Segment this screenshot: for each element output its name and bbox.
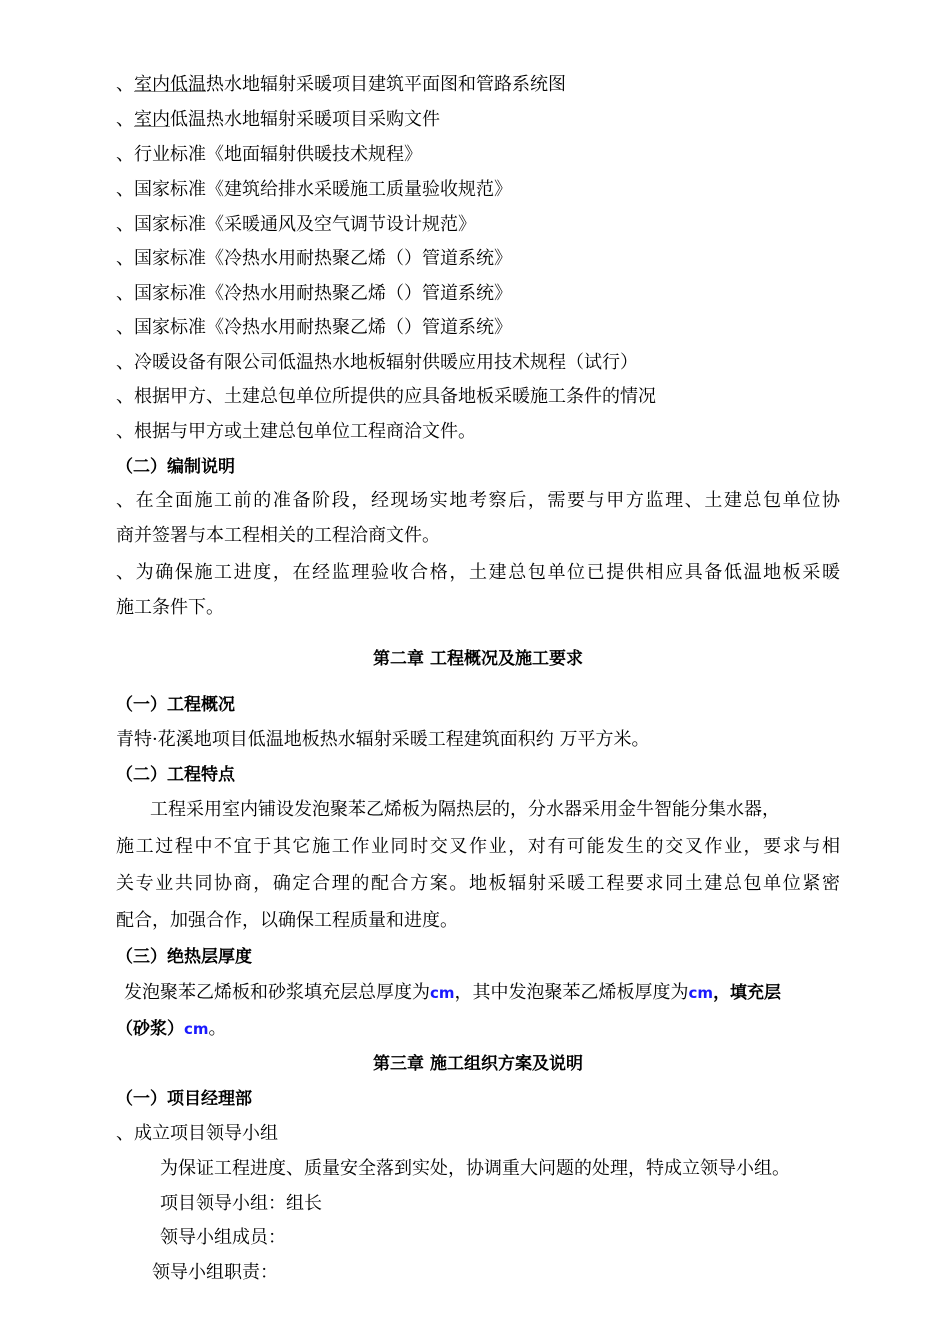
chapter-3-title: 第三章 施工组织方案及说明 (373, 1054, 583, 1074)
leader-group-item: 、成立项目领导小组 (116, 1123, 278, 1144)
ref-prefix: 、 (116, 74, 134, 95)
reference-item-8: 、国家标准《冷热水用耐热聚乙烯（）管道系统》 (116, 317, 512, 338)
overview-heading: （一）工程概况 (116, 695, 235, 715)
insulation-heading: （三）绝热层厚度 (116, 947, 252, 967)
ref-prefix: 、 (116, 109, 134, 130)
insulation-text-bold: （砂浆） (116, 1019, 184, 1039)
ref-underlined-text: 室内低温 (134, 74, 206, 95)
unit-cm: cm (184, 1020, 209, 1038)
ref-text: 热水地辐射采暖项目建筑平面图和管路系统图 (206, 74, 566, 95)
insulation-text: 发泡聚苯乙烯板和砂浆填充层总厚度为 (124, 982, 430, 1003)
features-line-2: 施工过程中不宜于其它施工作业同时交叉作业，对有可能发生的交叉作业，要求与相 (116, 836, 840, 857)
leader-group-leader: 项目领导小组：组长 (160, 1193, 322, 1214)
ref-underlined-text: 室内 (134, 109, 170, 130)
reference-item-7: 、国家标准《冷热水用耐热聚乙烯（）管道系统》 (116, 283, 512, 304)
leader-group-members: 领导小组成员： (160, 1227, 286, 1248)
features-line-4: 配合，加强合作，以确保工程质量和进度。 (116, 910, 458, 931)
insulation-text-bold: ，填充层 (713, 983, 782, 1003)
compile-notes-heading: （二）编制说明 (116, 457, 235, 477)
reference-item-6: 、国家标准《冷热水用耐热聚乙烯（）管道系统》 (116, 248, 512, 269)
reference-item-3: 、行业标准《地面辐射供暖技术规程》 (116, 144, 422, 165)
compile-note-2-line-2: 施工条件下。 (116, 597, 224, 618)
insulation-text: 。 (208, 1018, 227, 1039)
reference-item-11: 、根据与甲方或土建总包单位工程商洽文件。 (116, 421, 476, 442)
features-heading: （二）工程特点 (116, 765, 235, 785)
compile-note-1-line-2: 商并签署与本工程相关的工程洽商文件。 (116, 525, 440, 546)
leader-group-description: 为保证工程进度、质量安全落到实处，协调重大问题的处理，特成立领导小组。 (160, 1158, 790, 1179)
insulation-text-line-1 (124, 981, 848, 1005)
reference-item-4: 、国家标准《建筑给排水采暖施工质量验收规范》 (116, 179, 512, 200)
leader-group-duties: 领导小组职责： (152, 1262, 278, 1283)
chapter-2-title: 第二章 工程概况及施工要求 (373, 649, 583, 669)
reference-item-10: 、根据甲方、土建总包单位所提供的应具备地板采暖施工条件的情况 (116, 386, 656, 407)
reference-item-2 (116, 108, 840, 132)
ref-text: 低温热水地辐射采暖项目采购文件 (170, 109, 440, 130)
unit-cm: cm (688, 984, 714, 1002)
insulation-text: ，其中发泡聚苯乙烯板厚度为 (454, 982, 689, 1003)
project-management-heading: （一）项目经理部 (116, 1089, 252, 1109)
insulation-text-line-2 (116, 1017, 840, 1041)
compile-note-1-line-1: 、在全面施工前的准备阶段，经现场实地考察后，需要与甲方监理、土建总包单位协 (116, 490, 840, 511)
features-line-1: 工程采用室内铺设发泡聚苯乙烯板为隔热层的，分水器采用金牛智能分集水器， (150, 799, 780, 820)
reference-item-5: 、国家标准《采暖通风及空气调节设计规范》 (116, 214, 476, 235)
features-line-3: 关专业共同协商，确定合理的配合方案。地板辐射采暖工程要求同土建总包单位紧密 (116, 873, 840, 894)
reference-item-9: 、冷暖设备有限公司低温热水地板辐射供暖应用技术规程（试行） (116, 352, 638, 373)
overview-text: 青特·花溪地项目低温地板热水辐射采暖工程建筑面积约 万平方米。 (116, 729, 650, 750)
compile-note-2-line-1: 、为确保施工进度，在经监理验收合格，土建总包单位已提供相应具备低温地板采暖 (116, 562, 840, 583)
unit-cm: cm (430, 984, 455, 1002)
reference-item-1 (116, 73, 840, 97)
